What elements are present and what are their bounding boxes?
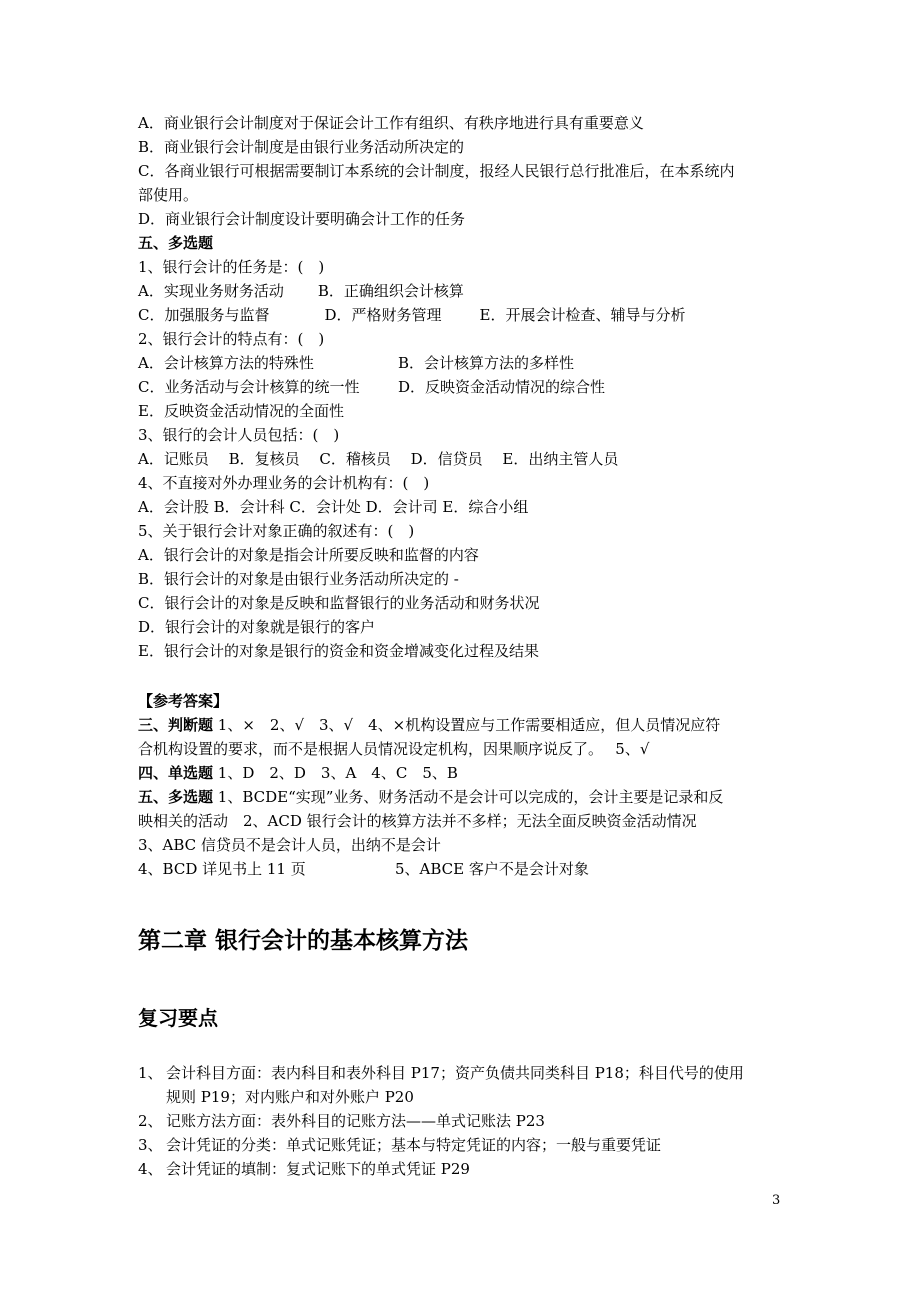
answers-s5-text1: 1、BCDE“实现”业务、财务活动不是会计可以完成的，会计主要是记录和反 — [213, 788, 724, 806]
answers-s3-line2: 合机构设置的要求，而不是根据人员情况设定机构，因果顺序说反了。 5、√ — [138, 740, 650, 758]
q4-option-c-line2: 部使用。 — [138, 186, 199, 204]
review-point-4-num: 4、 — [138, 1160, 163, 1178]
answers-s4-label: 四、单选题 — [138, 764, 214, 782]
s5-q4-options: A．会计股 B．会计科 C．会计处 D．会计司 E．综合小组 — [138, 498, 529, 516]
s5-q1-option-c: C．加强服务与监督 — [138, 306, 270, 324]
answers-s5-line3: 3、ABC 信贷员不是会计人员，出纳不是会计 — [138, 836, 441, 854]
answers-s4-text: 1、D 2、D 3、A 4、C 5、B — [213, 764, 458, 782]
s5-q5-option-c: C．银行会计的对象是反映和监督银行的业务活动和财务状况 — [138, 594, 540, 612]
s5-q2-options-row2 — [138, 376, 605, 398]
s5-q2-option-e: E．反映资金活动情况的全面性 — [138, 402, 344, 420]
review-point-2-text: 记账方法方面：表外科目的记账方法——单式记账法 P23 — [166, 1112, 545, 1130]
answers-s3-text1: 1、× 2、√ 3、√ 4、×机构设置应与工作需要相适应，但人员情况应符 — [213, 716, 721, 734]
s5-q1-stem: 1、银行会计的任务是：( ) — [138, 258, 325, 276]
review-point-2 — [138, 1110, 545, 1132]
s5-q1-option-b: B．正确组织会计核算 — [317, 282, 464, 300]
answers-title: 【参考答案】 — [138, 692, 229, 710]
review-point-4 — [138, 1158, 470, 1180]
s5-q5-stem: 5、关于银行会计对象正确的叙述有：( ) — [138, 522, 415, 540]
answers-s5-line4 — [138, 858, 589, 880]
review-point-1-num: 1、 — [138, 1064, 163, 1082]
s5-q5-option-e: E．银行会计的对象是银行的资金和资金增减变化过程及结果 — [138, 642, 539, 660]
review-point-1-line1 — [138, 1062, 744, 1084]
s5-q1-options-row2 — [138, 304, 685, 326]
s5-q5-option-a: A．银行会计的对象是指会计所要反映和监督的内容 — [138, 546, 479, 564]
s5-q2-options-row1 — [138, 352, 574, 374]
answers-s3-label: 三、判断题 — [138, 716, 214, 734]
s5-q1-option-d: D．严格财务管理 — [324, 306, 442, 324]
q4-option-c-line1: C．各商业银行可根据需要制订本系统的会计制度，报经人民银行总行批准后，在本系统内 — [138, 162, 735, 180]
s5-q2-option-c: C．业务活动与会计核算的统一性 — [138, 378, 360, 396]
s5-q2-option-a: A．会计核算方法的特殊性 — [138, 354, 314, 372]
s5-q4-stem: 4、不直接对外办理业务的会计机构有：( ) — [138, 474, 430, 492]
answers-s3-line1 — [138, 714, 720, 736]
s5-q1-option-a: A．实现业务财务活动 — [138, 282, 284, 300]
page-number: 3 — [772, 1193, 781, 1208]
s5-q2-stem: 2、银行会计的特点有：( ) — [138, 330, 325, 348]
review-point-3 — [138, 1134, 661, 1156]
review-point-3-text: 会计凭证的分类：单式记账凭证；基本与特定凭证的内容；一般与重要凭证 — [166, 1136, 662, 1154]
review-title: 复习要点 — [138, 1006, 218, 1030]
review-point-3-num: 3、 — [138, 1136, 163, 1154]
answers-s5-line2: 映相关的活动 2、ACD 银行会计的核算方法并不多样；无法全面反映资金活动情况 — [138, 812, 697, 830]
s5-q1-options-row1 — [138, 280, 464, 302]
answers-s5-text4b: 5、ABCE 客户不是会计对象 — [395, 860, 589, 878]
review-point-1-text1: 会计科目方面：表内科目和表外科目 P17；资产负债共同类科目 P18；科目代号的使用 — [166, 1064, 744, 1082]
s5-q2-option-d: D．反映资金活动情况的综合性 — [398, 378, 606, 396]
review-point-2-num: 2、 — [138, 1112, 163, 1130]
s5-q3-stem: 3、银行的会计人员包括：( ) — [138, 426, 340, 444]
s5-q5-option-b: B．银行会计的对象是由银行业务活动所决定的 - — [138, 570, 459, 588]
q4-option-d: D．商业银行会计制度设计要明确会计工作的任务 — [138, 210, 466, 228]
review-point-4-text: 会计凭证的填制：复式记账下的单式凭证 P29 — [166, 1160, 470, 1178]
chapter-title: 第二章 银行会计的基本核算方法 — [138, 927, 469, 954]
s5-q3-options: A．记账员 B．复核员 C．稽核员 D．信贷员 E．出纳主管人员 — [138, 450, 619, 468]
answers-s5-line1 — [138, 786, 723, 808]
answers-s5-text4a: 4、BCD 详见书上 11 页 — [138, 860, 306, 878]
s5-q2-option-b: B．会计核算方法的多样性 — [398, 354, 575, 372]
review-point-1-line2: 规则 P19；对内账户和对外账户 P20 — [166, 1088, 414, 1106]
q4-option-b: B．商业银行会计制度是由银行业务活动所决定的 — [138, 138, 465, 156]
s5-q5-option-d: D．银行会计的对象就是银行的客户 — [138, 618, 376, 636]
answers-s5-label: 五、多选题 — [138, 788, 214, 806]
q4-option-a: A．商业银行会计制度对于保证会计工作有组织、有秩序地进行具有重要意义 — [138, 114, 644, 132]
answers-s4-line — [138, 762, 458, 784]
s5-q1-option-e: E．开展会计检查、辅导与分析 — [479, 306, 686, 324]
section5-title: 五、多选题 — [138, 234, 214, 252]
